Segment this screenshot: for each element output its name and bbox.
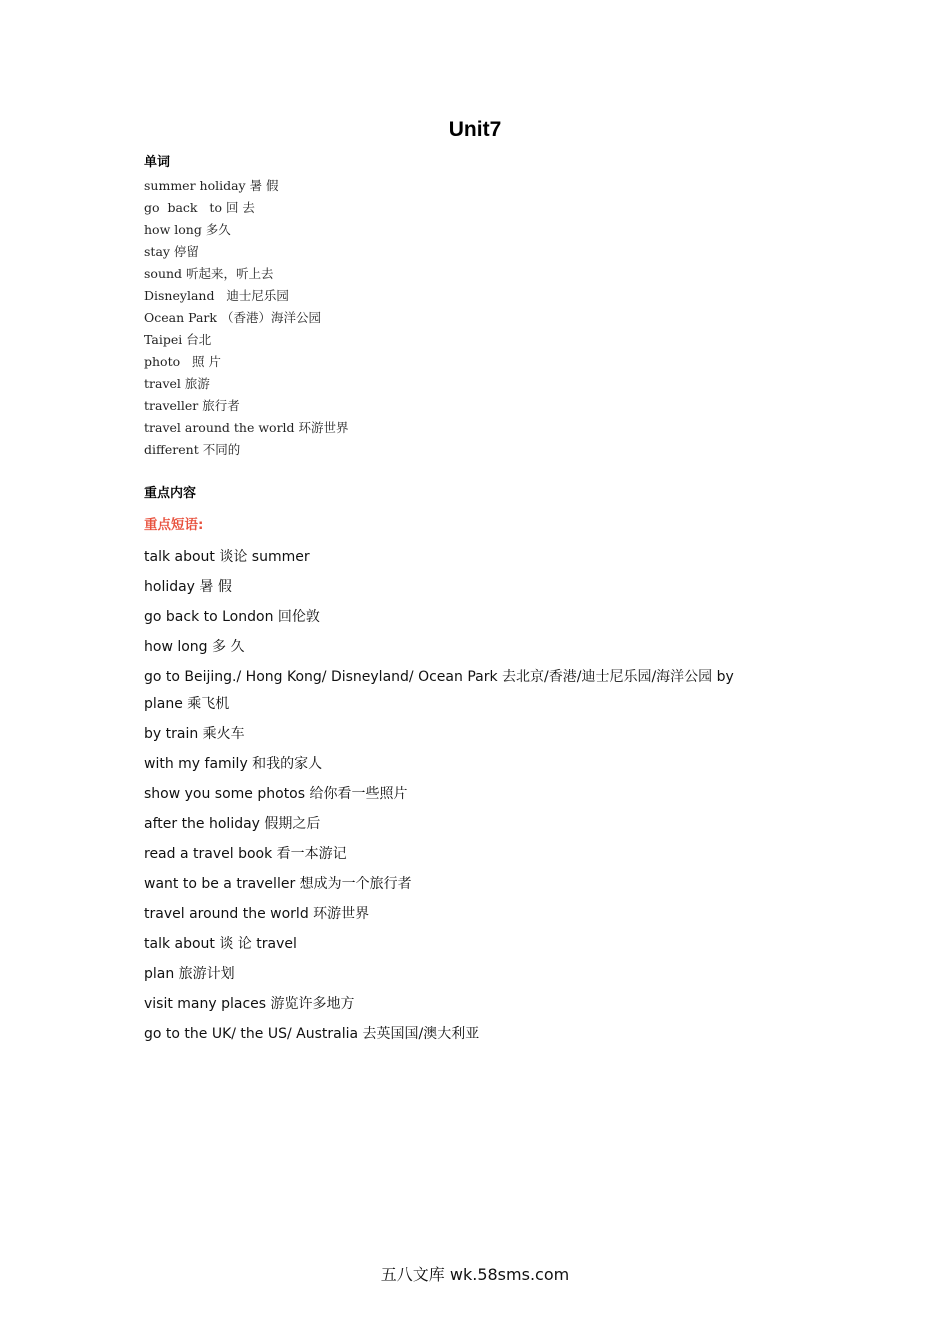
phrase-item: read a travel book 看一本游记 xyxy=(144,846,347,862)
phrase-list xyxy=(144,544,764,1051)
vocab-item: summer holiday 暑 假 xyxy=(144,178,279,193)
phrase-item: with my family 和我的家人 xyxy=(144,756,323,772)
vocab-item: Disneyland 迪士尼乐园 xyxy=(144,288,289,303)
phrase-item: talk about 谈 论 travel xyxy=(144,936,297,952)
phrase-item: go to Beijing./ Hong Kong/ Disneyland/ Ocean Park 去北京/香港/迪士尼乐园/海洋公园 by plane 乘飞机 xyxy=(144,669,734,712)
phrase-item: by train 乘火车 xyxy=(144,726,245,742)
vocab-item: Taipei 台北 xyxy=(144,332,212,347)
vocab-item: how long 多久 xyxy=(144,222,231,237)
vocab-item: traveller 旅行者 xyxy=(144,398,240,413)
phrase-item: after the holiday 假期之后 xyxy=(144,816,321,832)
vocab-item: photo 照 片 xyxy=(144,354,222,369)
phrase-item: travel around the world 环游世界 xyxy=(144,906,370,922)
vocab-item: travel 旅游 xyxy=(144,376,210,391)
key-phrases-heading: 重点短语: xyxy=(144,517,204,533)
phrase-item: go back to London 回伦敦 xyxy=(144,609,320,625)
phrase-item: talk about 谈论 summer xyxy=(144,549,310,565)
phrase-item: want to be a traveller 想成为一个旅行者 xyxy=(144,876,412,892)
vocab-item: stay 停留 xyxy=(144,244,199,259)
vocab-heading: 单词 xyxy=(144,155,171,170)
phrase-item: holiday 暑 假 xyxy=(144,579,232,595)
vocab-item: Ocean Park （香港）海洋公园 xyxy=(144,310,321,325)
vocab-list xyxy=(144,175,349,461)
page-title: Unit7 xyxy=(448,118,502,141)
key-content-heading: 重点内容 xyxy=(144,486,197,501)
phrase-item: show you some photos 给你看一些照片 xyxy=(144,786,408,802)
phrase-item: go to the UK/ the US/ Australia 去英国国/澳大利亚 xyxy=(144,1026,480,1042)
vocab-item: different 不同的 xyxy=(144,442,241,457)
vocab-item: travel around the world 环游世界 xyxy=(144,420,349,435)
vocab-item: sound 听起来，听上去 xyxy=(144,266,274,281)
phrase-item: how long 多 久 xyxy=(144,639,245,655)
phrase-item: visit many places 游览许多地方 xyxy=(144,996,355,1012)
vocab-item: go back to 回 去 xyxy=(144,200,255,215)
footer-watermark: 五八文库 wk.58sms.com xyxy=(380,1265,570,1284)
phrase-item: plan 旅游计划 xyxy=(144,966,235,982)
